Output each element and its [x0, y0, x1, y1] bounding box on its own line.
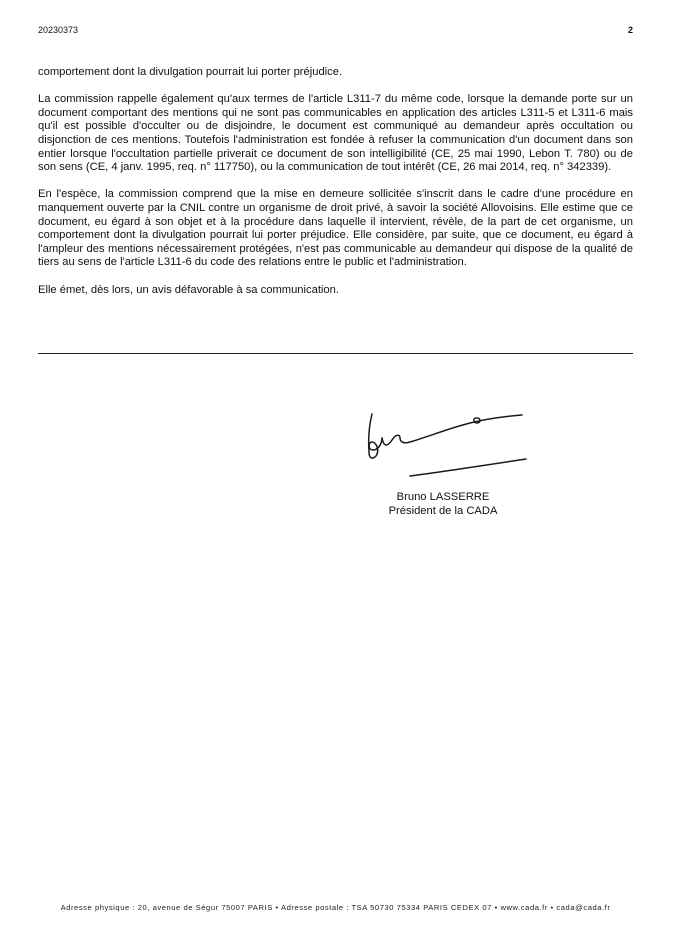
divider-line: [38, 353, 633, 354]
page-header: [38, 24, 633, 38]
page-footer: Adresse physique : 20, avenue de Ségur 75007 PARIS • Adresse postale : TSA 50730 75334 PARIS CEDEX 07 • www.cada.fr • cada@cada.fr: [60, 903, 611, 912]
document-body: [38, 66, 633, 311]
document-reference: 20230373: [38, 25, 79, 35]
paragraph-1: comportement dont la divulgation pourrait lui porter préjudice.: [38, 66, 343, 78]
signatory-title: Président de la CADA: [388, 505, 498, 517]
signatory-name: Bruno LASSERRE: [396, 491, 490, 503]
page-number: 2: [627, 25, 633, 35]
signatory-block: [353, 490, 533, 518]
paragraph-4: Elle émet, dès lors, un avis défavorable à sa communication.: [38, 283, 339, 296]
handwritten-signature: [360, 406, 532, 484]
paragraph-2: La commission rappelle également qu'aux termes de l'article L311-7 du même code, lorsque la demande porte sur un document comportant des mentions qui ne sont pas communicables en application des articles L311-5 et L311-6 mais qu'il est possible d'occulter ou de disjoindre, le document est communiqué au demandeur après occultation ou disjonction de ces mentions. Toutefois l'administration est fondée à refuser la communication d'un document dans son entier lorsque l'occultation partielle priverait ce document de son intelligibilité (CE, 25 mai 1990, Lebon T. 780) ou de son sens (CE, 4 janv. 1995, req. n° 117750), ou la communication de tout intérêt (CE, 26 mai 2014, req. n° 342339).: [38, 93, 633, 174]
paragraph-3: En l'espèce, la commission comprend que la mise en demeure sollicitée s'inscrit dans le cadre d'une procédure en manquement ouverte par la CNIL contre un organisme de droit privé, à savoir la société Allovoisins. Elle estime que ce document, eu égard à son objet et à la procédure dans laquelle il intervient, révèle, de la part de cet organisme, un comportement dont la divulgation pourrait lui porter préjudice. Elle considère, par suite, que ce document, eu égard à l'ampleur des mentions nécessairement protégées, n'est pas communicable au demandeur qui dispose de la qualité de tiers au sens de l'article L311-6 du code des relations entre le public et l'administration.: [38, 188, 633, 269]
